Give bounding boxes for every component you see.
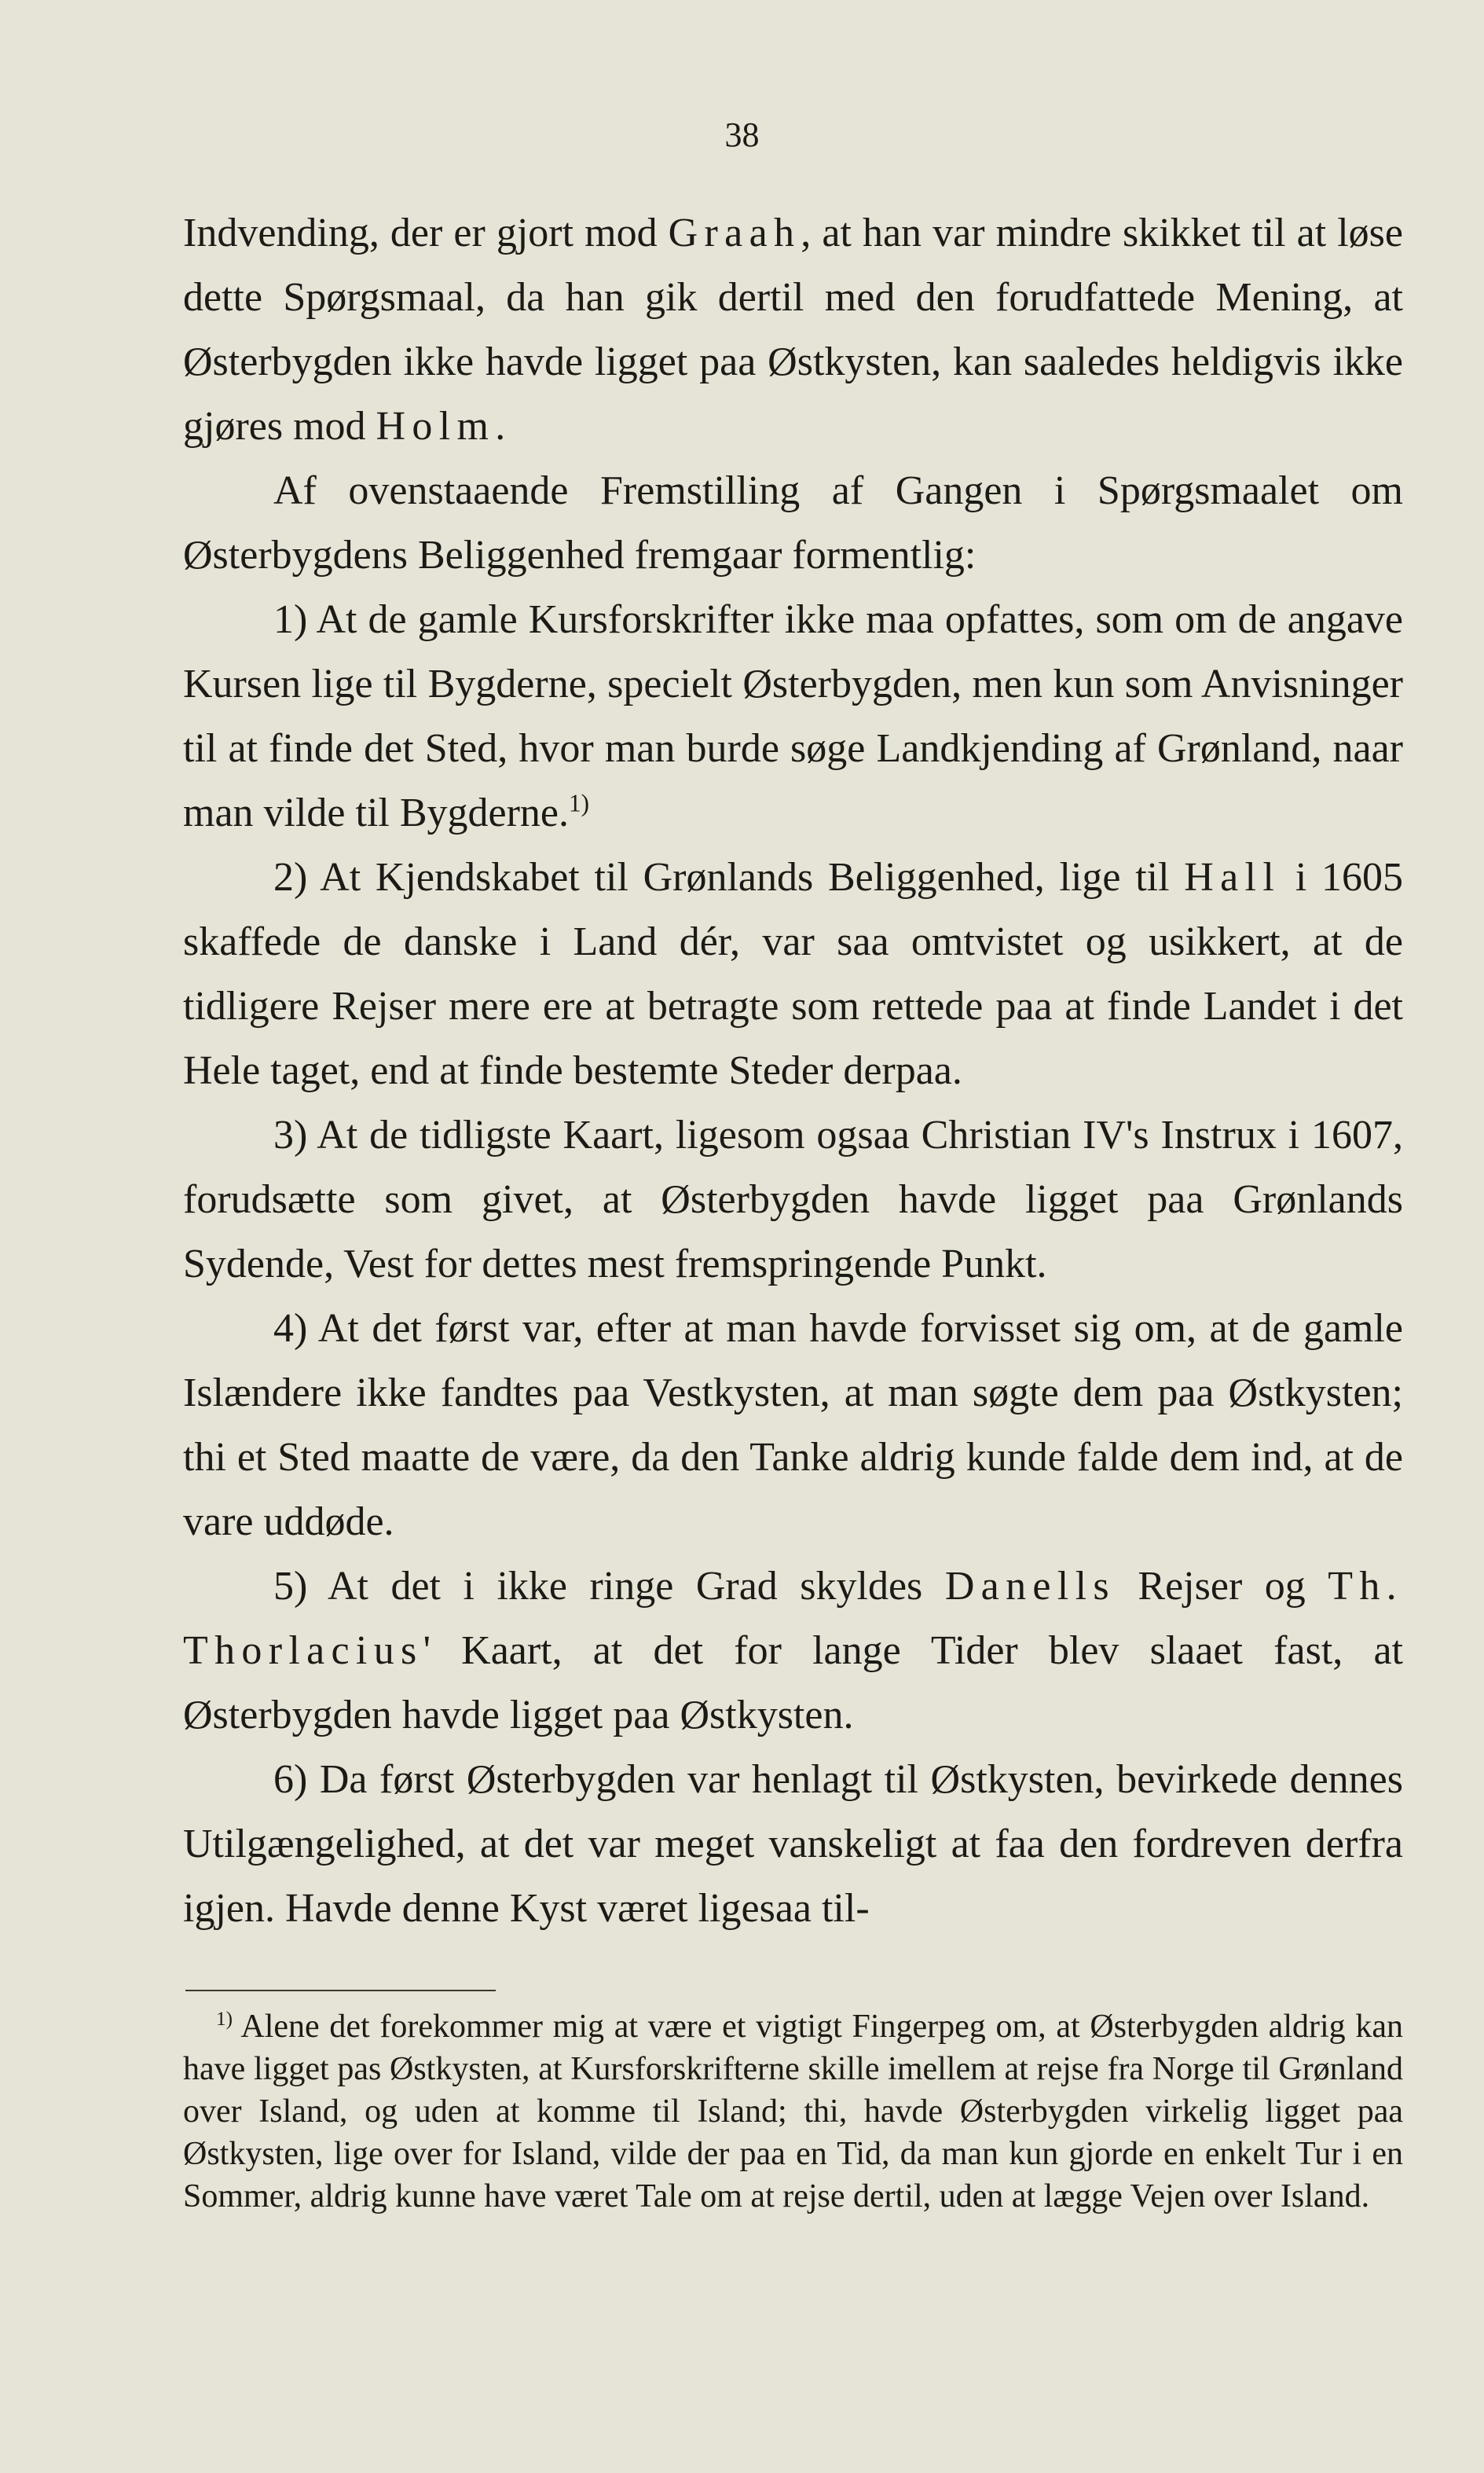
spaced-name: Th. Thorlacius: [183, 1564, 1404, 1673]
footnotes: [183, 2005, 1403, 2218]
text-segment: Af ovenstaaende Fremstilling af Gangen i Spørgsmaalet om Østerbygdens Beliggenhed fremgaar formentlig:: [183, 468, 1403, 578]
text-segment: .: [495, 404, 506, 449]
spaced-name: Danells: [944, 1564, 1116, 1609]
body-text: [183, 201, 1403, 1941]
text-segment: Indvending, der er gjort mod: [183, 211, 669, 255]
paragraph: [183, 846, 1403, 1103]
spaced-name: Graah: [668, 211, 801, 255]
paragraph: [183, 459, 1403, 588]
paragraph: [183, 1748, 1403, 1941]
footnote-reference: 1): [569, 789, 589, 817]
paragraph: [183, 1554, 1403, 1748]
text-segment: , at han var mindre skikket til at løse dette Spørgsmaal, da han gik dertil med den forudfattede Mening, at Østerbygden ikke havde ligget paa Østkysten, kan saaledes heldigvis ikke gjøres mod: [183, 211, 1404, 449]
footnote-text: Alene det forekommer mig at være et vigtigt Fingerpeg om, at Østerbygden aldrig kan have ligget pas Østkysten, at Kursforskrifterne skille imellem at rejse fra Norge til Grønland over Island, og uden at komme til Island; thi, havde Østerbygden virkelig ligget paa Østkysten, lige over for Island, vilde der paa en Tid, da man kun gjorde en enkelt Tur i en Sommer, aldrig kunne have været Tale om at rejse dertil, uden at lægge Vejen over Island.: [183, 2009, 1403, 2214]
paragraph: [183, 1103, 1403, 1297]
paragraph: [183, 201, 1403, 459]
text-segment: Rejser og: [1115, 1564, 1328, 1609]
text-segment: ' Kaart, at det for lange Tider blev slaaet fast, at Østerbygden havde ligget paa Østkysten.: [183, 1628, 1403, 1737]
spaced-name: Hall: [1184, 855, 1281, 900]
text-segment: 2) At Kjendskabet til Grønlands Beliggenhed, lige til: [273, 855, 1185, 900]
text-segment: 4) At det først var, efter at man havde forvisset sig om, at de gamle Islændere ikke fandtes paa Vestkysten, at man søgte dem paa Østkysten; thi et Sted maatte de være, da den Tanke aldrig kunde falde dem ind, at de vare uddøde.: [183, 1306, 1403, 1544]
text-segment: i 1605 skaffede de danske i Land dér, var saa omtvistet og usikkert, at de tidligere Rejser mere ere at betragte som rettede paa at finde Landet i det Hele taget, end at finde bestemte Steder derpaa.: [183, 855, 1403, 1093]
text-segment: 6) Da først Østerbygden var henlagt til Østkysten, bevirkede dennes Utilgængelighed, at det var meget vanskeligt at faa den fordreven derfra igjen. Havde denne Kyst været ligesaa til-: [183, 1757, 1403, 1931]
page-number: 38: [724, 116, 760, 154]
text-segment: 3) At de tidligste Kaart, ligesom ogsaa Christian IV's Instrux i 1607, forudsætte som givet, at Østerbygden havde ligget paa Grønlands Sydende, Vest for dettes mest fremspringende Punkt.: [183, 1113, 1403, 1286]
footnote-mark: 1): [216, 2009, 233, 2030]
text-segment: 5) At det i ikke ringe Grad skyldes: [273, 1564, 945, 1609]
spaced-name: Holm: [376, 404, 496, 449]
footnote-divider: [185, 1990, 496, 1991]
footnote: [183, 2005, 1403, 2218]
paragraph: [183, 1297, 1403, 1554]
text-segment: 1) At de gamle Kursforskrifter ikke maa opfattes, som om de angave Kursen lige til Bygderne, specielt Østerbygden, men kun som Anvisninger til at finde det Sted, hvor man burde søge Landkjending af Grønland, naar man vilde til Bygderne.: [183, 597, 1403, 835]
paragraph: [183, 588, 1403, 846]
